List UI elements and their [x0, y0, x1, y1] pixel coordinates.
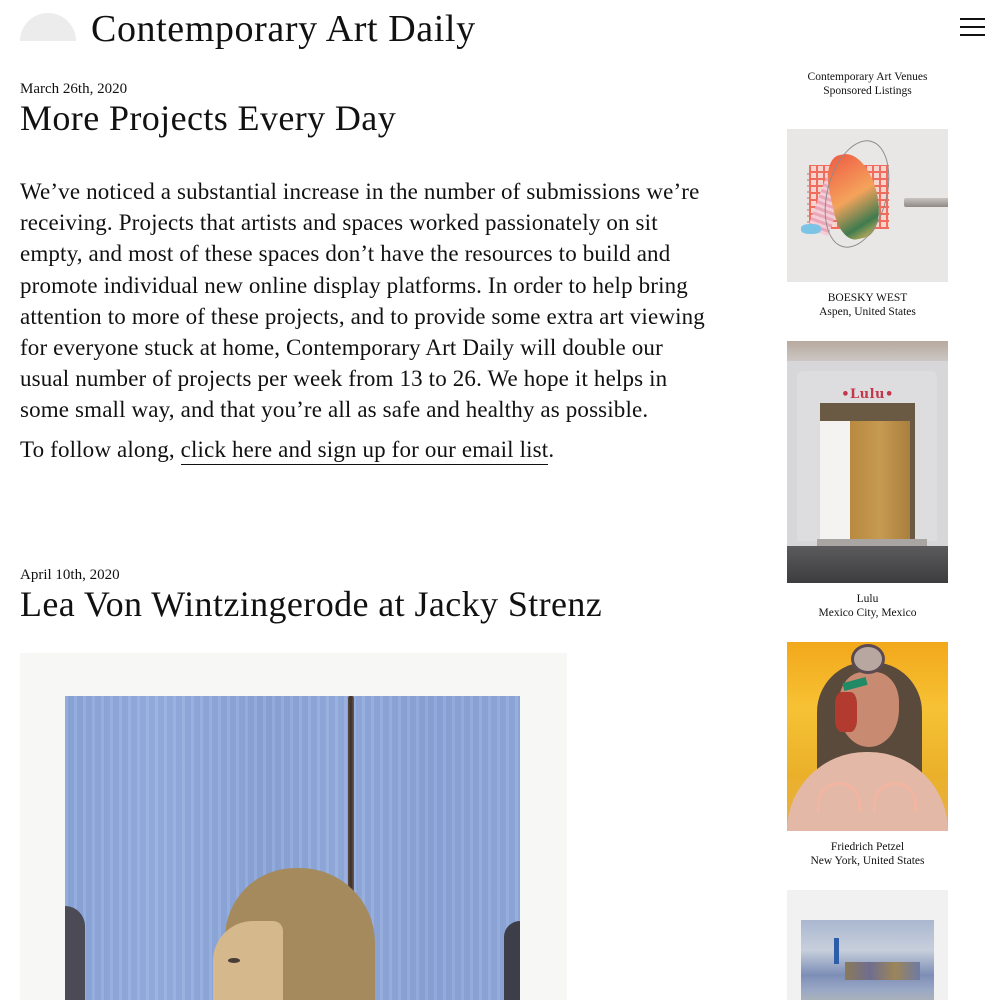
follow-paragraph: [20, 434, 710, 465]
artwork-part: [814, 133, 900, 255]
venue-thumbnail[interactable]: [787, 890, 948, 1000]
exhibition-image[interactable]: [20, 653, 567, 1000]
painted-shadow: [504, 921, 520, 1000]
painting-part: [845, 962, 920, 980]
painted-face: [213, 921, 283, 1000]
post-date: April 10th, 2020: [20, 567, 120, 583]
painted-rope: [348, 696, 354, 896]
venue-caption: [787, 291, 948, 319]
sidebar-heading: [787, 70, 948, 98]
building-part: [787, 546, 948, 583]
venue-location: Mexico City, Mexico: [818, 607, 917, 619]
storefront-sign: •Lulu•: [841, 387, 894, 402]
post-exhibition: [20, 566, 710, 624]
post-body: [20, 176, 710, 465]
venue-listing[interactable]: [787, 890, 948, 1000]
venue-thumbnail[interactable]: [787, 341, 948, 583]
painting-canvas: [65, 696, 520, 1000]
menu-line: [960, 18, 985, 20]
painting-part: [835, 692, 857, 732]
menu-line: [960, 26, 985, 28]
painted-eye: [228, 958, 240, 963]
venue-thumbnail[interactable]: [787, 129, 948, 282]
venue-name[interactable]: Lulu: [856, 593, 879, 605]
venue-name[interactable]: Friedrich Petzel: [830, 841, 905, 853]
post-paragraph: We’ve noticed a substantial increase in the number of submissions we’re receiving. Projects that artists and spaces worked passionately on sit empty, and most of these spaces don’t have the resources to build and promote individual new online display platforms. In order to help bring attention to more of these projects, and to provide some extra art viewing for everyone stuck at home, Contemporary Art Daily will double our usual number of projects per week from 13 to 26. We hope it helps in some small way, and that you’re all as safe and healthy as possible.: [20, 179, 705, 423]
venue-name[interactable]: BOESKY WEST: [827, 292, 908, 304]
post-title[interactable]: Lea Von Wintzingerode at Jacky Strenz: [20, 584, 603, 624]
site-title[interactable]: Contemporary Art Daily: [91, 8, 476, 50]
follow-prefix: To follow along,: [20, 436, 181, 462]
venue-caption: [787, 840, 948, 868]
venue-thumbnail[interactable]: [787, 642, 948, 831]
painting-part: [801, 920, 934, 1000]
post-date: March 26th, 2020: [20, 81, 128, 97]
post-announcement: [20, 80, 710, 465]
artwork-part: [801, 224, 821, 234]
building-part: [850, 421, 910, 539]
painting-part: [851, 644, 885, 674]
post-title[interactable]: More Projects Every Day: [20, 98, 397, 138]
follow-suffix: .: [548, 436, 555, 462]
building-part: [787, 341, 948, 361]
site-logo-icon[interactable]: [20, 13, 76, 41]
venue-caption: [787, 592, 948, 620]
building-part: [820, 421, 850, 546]
painting-part: [787, 752, 948, 831]
sidebar-heading-subtitle: Sponsored Listings: [823, 85, 912, 97]
menu-line: [960, 34, 985, 36]
painting-part: [834, 938, 839, 964]
venue-location: Aspen, United States: [819, 306, 916, 318]
venue-listing[interactable]: [787, 642, 948, 868]
venue-location: New York, United States: [810, 855, 925, 867]
hamburger-menu-icon[interactable]: [960, 17, 985, 37]
sidebar-heading-title: Contemporary Art Venues: [807, 71, 928, 83]
venue-listing[interactable]: [787, 129, 948, 319]
painted-shadow: [65, 906, 85, 1000]
email-signup-link[interactable]: click here and sign up for our email list: [181, 437, 549, 465]
venue-listing[interactable]: [787, 341, 948, 620]
artwork-part: [904, 198, 948, 207]
